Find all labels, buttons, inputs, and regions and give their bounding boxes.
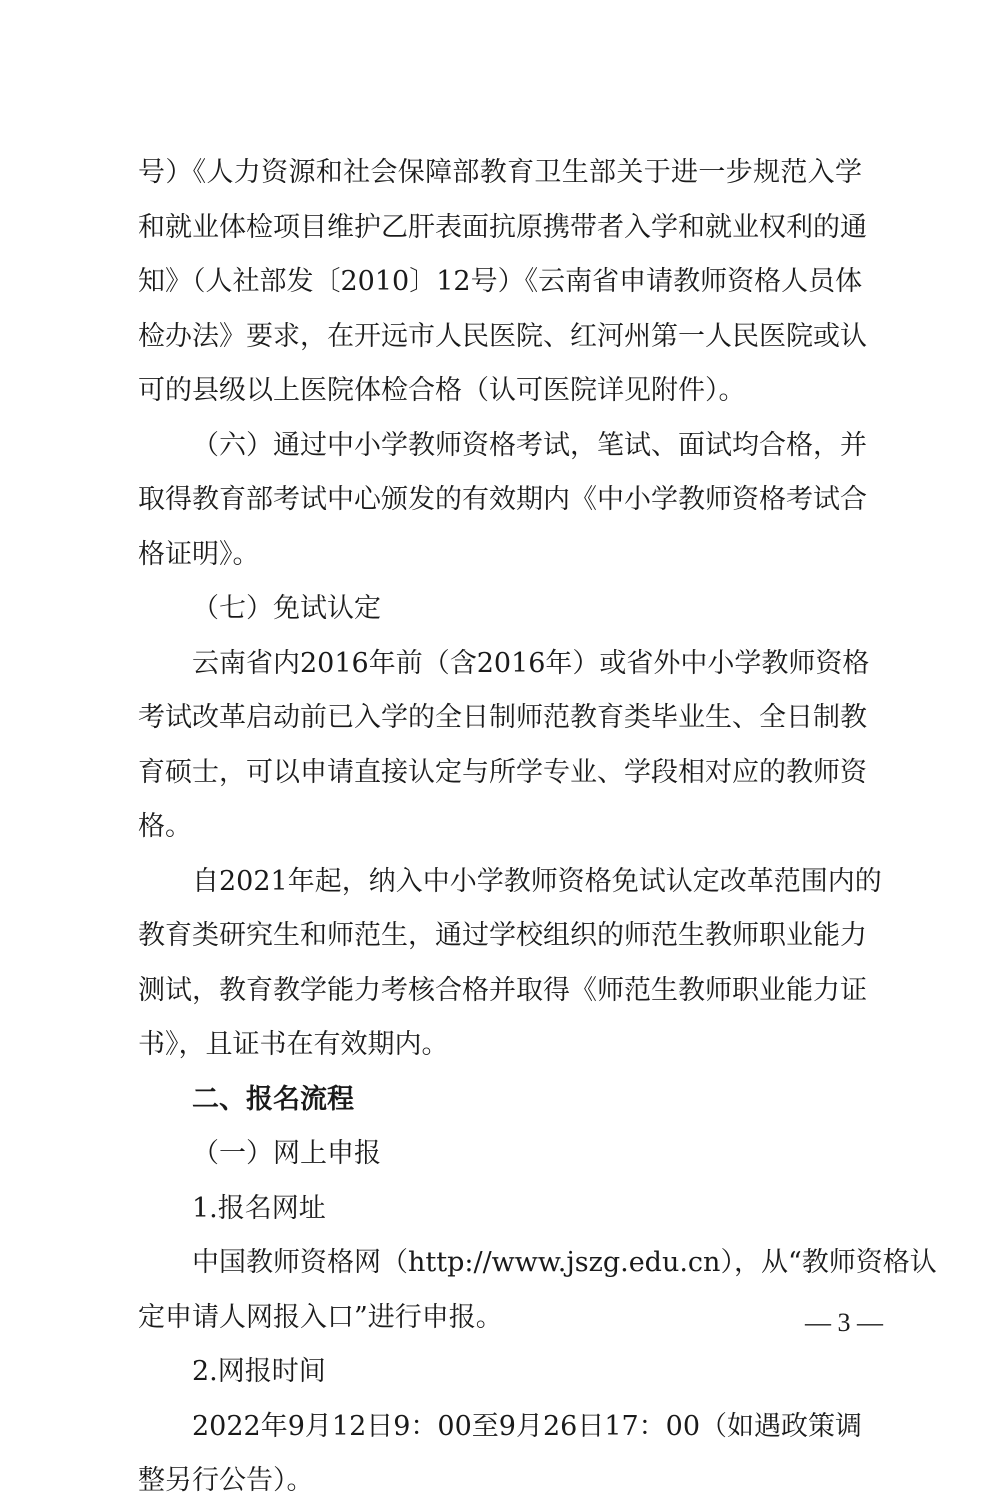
text-line: 二、报名流程: [192, 1083, 354, 1115]
text-line: 2.网报时间: [192, 1356, 326, 1387]
text-line: 取得教育部考试中心颁发的有效期内《中小学教师资格考试合: [138, 484, 867, 515]
text-line: 教育类研究生和师范生，通过学校组织的师范生教师职业能力: [138, 920, 867, 951]
text-line: 格证明》。: [138, 538, 260, 570]
text-line: 2022年9月12日9：00至9月26日17：00（如遇政策调: [192, 1410, 863, 1442]
para-time: [138, 1400, 862, 1509]
text-line: 定申请人网报入口”进行申报。: [138, 1301, 503, 1333]
para-url-heading: [138, 1182, 862, 1237]
text-line: 知》（人社部发〔2010〕12号）《云南省申请教师资格人员体: [138, 266, 863, 297]
text-line: 考试改革启动前已入学的全日制师范教育类毕业生、全日制教: [138, 702, 867, 733]
text-line: 中国教师资格网（http://www.jszg.edu.cn），从“教师资格认: [192, 1247, 937, 1278]
text-line: 和就业体检项目维护乙肝表面抗原携带者入学和就业权利的通: [138, 211, 867, 243]
para-exam-pass: [138, 419, 867, 583]
text-line: 1.报名网址: [192, 1192, 326, 1224]
text-line: 检办法》要求，在开远市人民医院、红河州第一人民医院或认: [138, 320, 867, 352]
text-line: 测试，教育教学能力考核合格并取得《师范生教师职业能力证: [138, 974, 867, 1006]
text-line: 云南省内2016年前（含2016年）或省外中小学教师资格: [192, 647, 870, 679]
page-number: — 3 —: [805, 1308, 883, 1337]
section-heading-registration: [138, 1073, 862, 1128]
text-line: 自2021年起，纳入中小学教师资格免试认定改革范围内的: [192, 865, 882, 897]
text-line: 格。: [138, 811, 192, 842]
text-line: （七）免试认定: [192, 593, 381, 624]
para-exempt-2021: [138, 855, 882, 1073]
para-exempt-2016: [138, 637, 870, 855]
text-line: 可的县级以上医院体检合格（认可医院详见附件）。: [138, 375, 746, 406]
para-exempt-heading: [138, 582, 862, 637]
para-url: [138, 1236, 937, 1345]
text-line: 号）《人力资源和社会保障部教育卫生部关于进一步规范入学: [138, 157, 862, 188]
para-online-heading: [138, 1127, 862, 1182]
text-line: （一）网上申报: [192, 1138, 381, 1169]
text-line: 育硕士，可以申请直接认定与所学专业、学段相对应的教师资: [138, 756, 867, 788]
text-line: （六）通过中小学教师资格考试，笔试、面试均合格，并: [192, 429, 867, 461]
text-line: 整另行公告）。: [138, 1465, 314, 1496]
para-health-check: [138, 146, 867, 419]
para-time-heading: [138, 1345, 862, 1400]
text-line: 书》，且证书在有效期内。: [138, 1029, 449, 1060]
document-body: [138, 146, 937, 1509]
